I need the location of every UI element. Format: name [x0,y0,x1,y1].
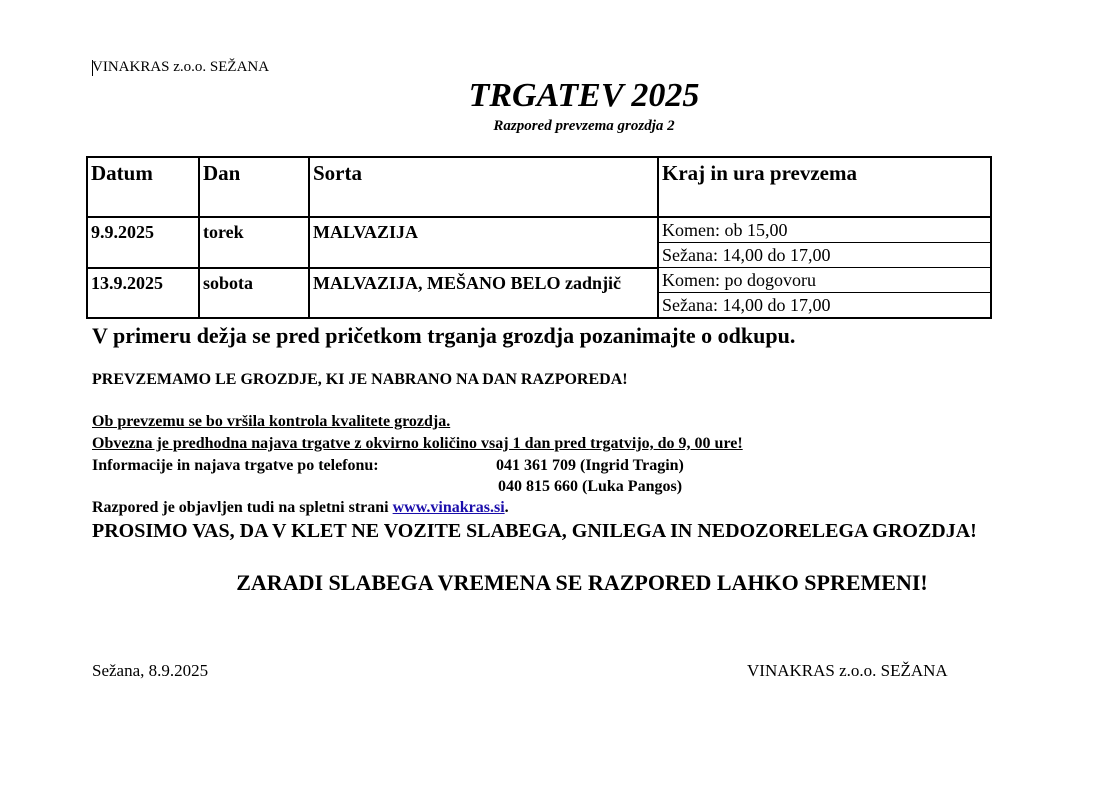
schedule-table [86,156,992,319]
row-pickup-sezana: Sežana: 14,00 do 17,00 [658,293,991,319]
quality-control-notice: Ob prevzemu se bo vršila kontrola kvalitete grozdja. [92,413,451,430]
rain-notice: V primeru dežja se pred pričetkom trganja grozdja pozanimajte o odkupu. [92,323,796,348]
row-pickup-komen: Komen: ob 15,00 [658,217,991,243]
phone-number-1: 041 361 709 (Ingrid Tragin) [496,457,684,474]
phone-number-2: 040 815 660 (Luka Pangos) [498,478,683,495]
row-date: 13.9.2025 [87,268,199,319]
place-date: Sežana, 8.9.2025 [92,661,209,680]
table-row [87,268,991,293]
quality-request: PROSIMO VAS, DA V KLET NE VOZITE SLABEGA, GNILEGA IN NEDOZORELEGA GROZDJA! [92,520,977,542]
row-pickup-komen: Komen: po dogovoru [658,268,991,293]
header-day: Dan [199,157,309,217]
company-footer: VINAKRAS z.o.o. SEŽANA [747,661,948,680]
page-title: TRGATEV 2025 [468,77,700,114]
website-line [92,499,509,517]
header-date: Datum [87,157,199,217]
only-today-notice: PREVZEMAMO LE GROZDJE, KI JE NABRANO NA DAN RAZPOREDA! [92,371,628,388]
page-subtitle: Razpored prevzema grozdja 2 [493,118,675,134]
website-suffix: . [504,499,509,516]
announcement-notice: Obvezna je predhodna najava trgatve z okvirno količino vsaj 1 dan pred trgatvijo, do 9, 00 ure! [92,435,743,452]
row-day: sobota [199,268,309,319]
header-variety: Sorta [309,157,658,217]
row-day: torek [199,217,309,268]
phone-info-label: Informacije in najava trgatve po telefonu: [92,457,379,474]
company-header: VINAKRAS z.o.o. SEŽANA [92,59,270,75]
row-variety: MALVAZIJA, MEŠANO BELO zadnjič [309,268,658,319]
table-row [87,217,991,243]
row-date: 9.9.2025 [87,217,199,268]
weather-warning: ZARADI SLABEGA VREMENA SE RAZPORED LAHKO SPREMENI! [236,570,928,595]
row-pickup-sezana: Sežana: 14,00 do 17,00 [658,243,991,268]
website-link[interactable]: www.vinakras.si [392,499,505,516]
table-header-row [87,157,991,217]
website-prefix: Razpored je objavljen tudi na spletni strani [92,499,393,516]
header-place-time: Kraj in ura prevzema [658,157,991,217]
row-variety: MALVAZIJA [309,217,658,268]
